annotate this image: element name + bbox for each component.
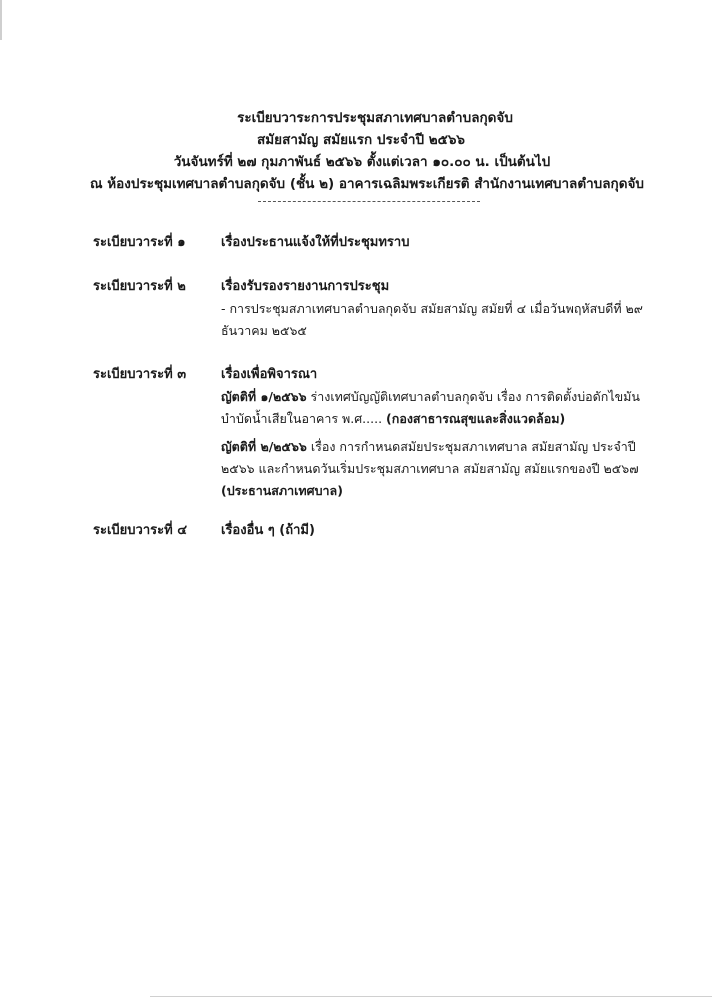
agenda-label: ระเบียบวาระที่ ๒ xyxy=(93,279,186,294)
header-session: สมัยสามัญ สมัยแรก ประจำปี ๒๕๖๖ xyxy=(257,132,465,148)
scan-edge-mark xyxy=(0,0,2,40)
motion-2-owner: (ประธานสภาเทศบาล) xyxy=(221,483,343,498)
agenda-label: ระเบียบวาระที่ ๑ xyxy=(93,235,186,250)
agenda-content xyxy=(221,520,666,542)
agenda-title: เรื่องรับรองรายงานการประชุม xyxy=(221,279,390,294)
motion-1-owner: (กองสาธารณสุขและสิ่งแวดล้อม) xyxy=(386,411,566,426)
motion-1-text: ร่างเทศบัญญัติเทศบาลตำบลกุดจับ เรื่อง การติดตั้งบ่อดักไขมันบำบัดน้ำเสียในอาคาร พ.ศ..... xyxy=(221,389,640,426)
motion-2-text: เรื่อง การกำหนดสมัยประชุมสภาเทศบาล สมัยสามัญ ประจำปี ๒๕๖๖ และกำหนดวันเริ่มประชุมสภาเทศบาล สมัยสามัญ สมัยแรกของปี ๒๕๖๗ xyxy=(221,439,639,476)
agenda-title: เรื่องประธานแจ้งให้ที่ประชุมทราบ xyxy=(221,235,410,250)
motion-1-number: ญัตติที่ ๑/๒๕๖๖ xyxy=(221,389,307,404)
agenda-content xyxy=(221,276,666,342)
agenda-detail: - การประชุมสภาเทศบาลตำบลกุดจับ สมัยสามัญ สมัยที่ ๔ เมื่อวันพฤหัสบดีที่ ๒๙ ธันวาคม ๒๕๖๕ xyxy=(221,301,643,338)
motion-2-number: ญัตติที่ ๒/๒๕๖๖ xyxy=(221,439,307,454)
motion-1 xyxy=(221,386,666,430)
header-venue: ณ ห้องประชุมเทศบาลตำบลกุดจับ (ชั้น ๒) อาคารเฉลิมพระเกียรติ สำนักงานเทศบาลตำบลกุดจับ xyxy=(90,176,644,192)
header-date-time: วันจันทร์ที่ ๒๗ กุมภาพันธ์ ๒๕๖๖ ตั้งแต่เวลา ๑๐.๐๐ น. เป็นต้นไป xyxy=(173,154,551,170)
agenda-title: เรื่องอื่น ๆ (ถ้ามี) xyxy=(221,523,315,538)
agenda-content xyxy=(221,232,666,254)
agenda-title: เรื่องเพื่อพิจารณา xyxy=(221,367,318,382)
header-title: ระเบียบวาระการประชุมสภาเทศบาลตำบลกุดจับ xyxy=(237,110,513,126)
header-divider xyxy=(258,201,480,202)
agenda-content xyxy=(221,364,666,502)
document-header xyxy=(0,107,712,195)
motion-2 xyxy=(221,436,666,502)
agenda-label: ระเบียบวาระที่ ๔ xyxy=(93,523,188,538)
agenda-label: ระเบียบวาระที่ ๓ xyxy=(93,367,187,382)
scan-bottom-edge xyxy=(150,996,712,997)
